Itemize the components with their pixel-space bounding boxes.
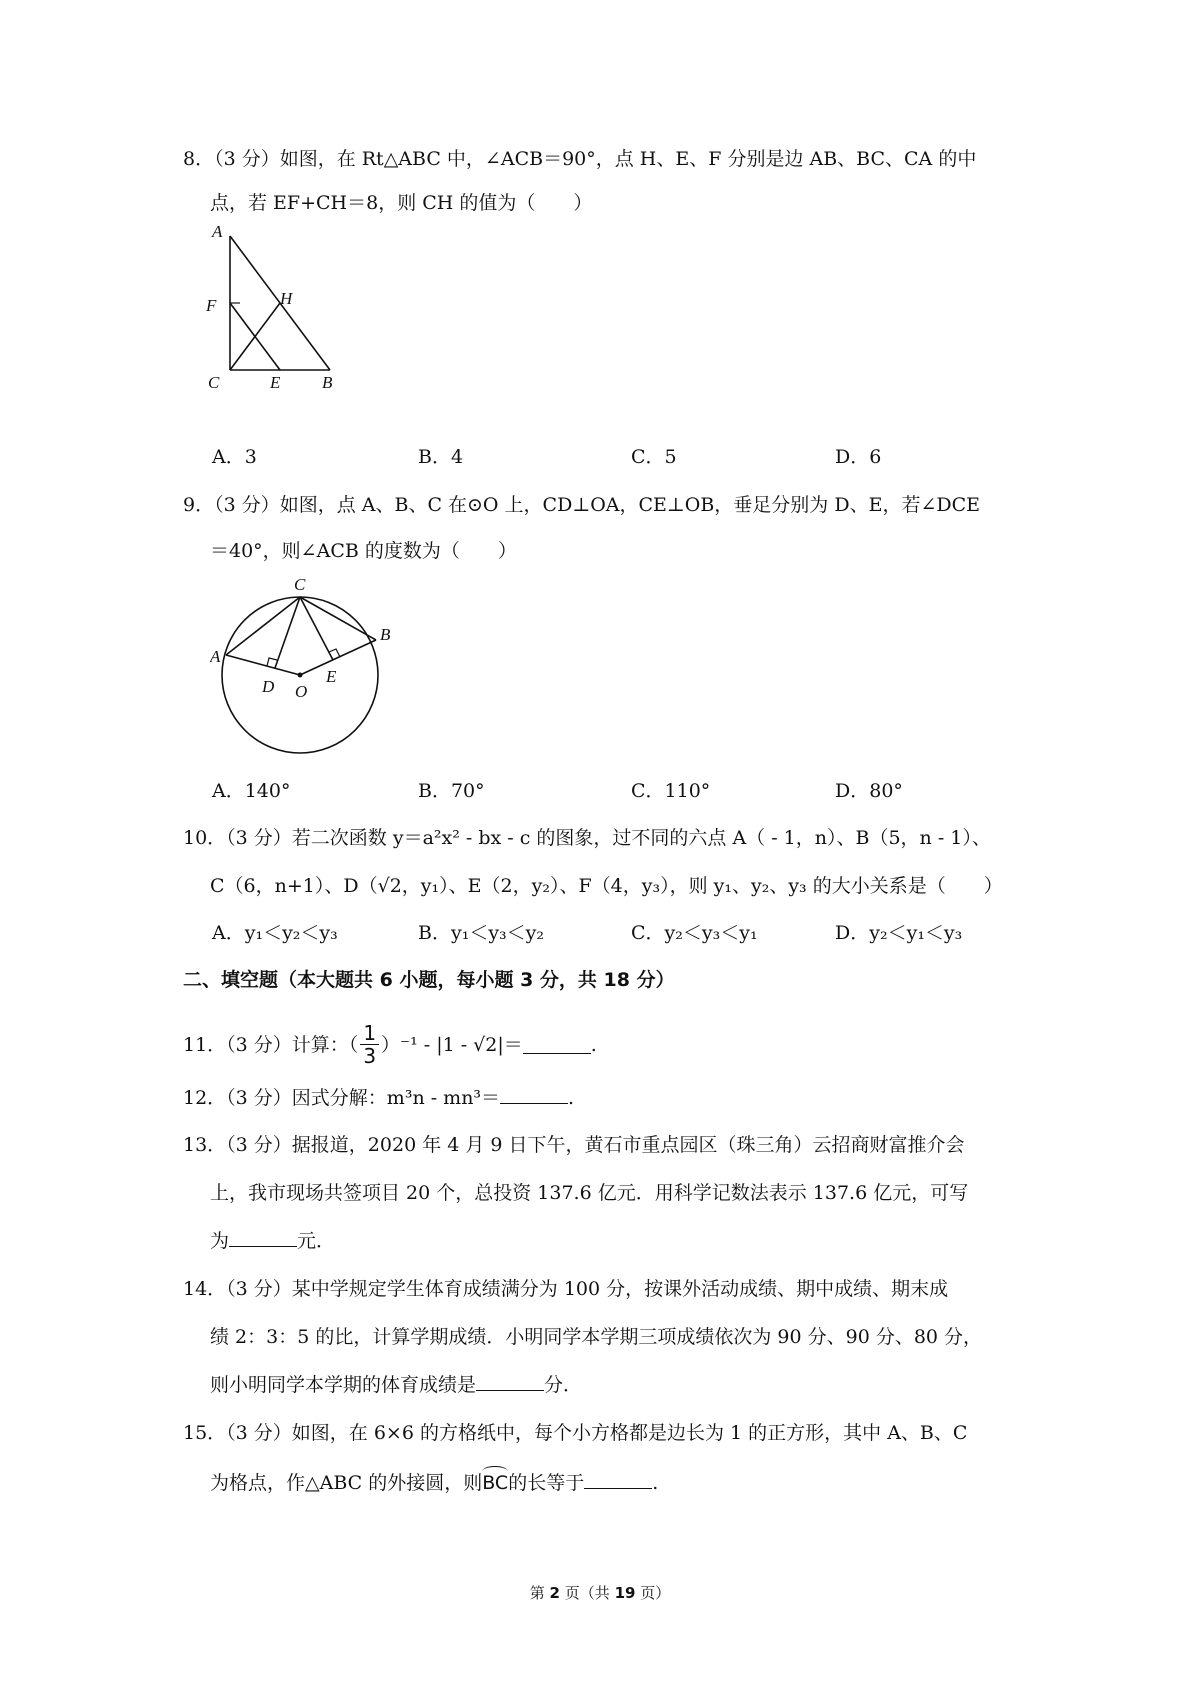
q12-end: .	[568, 1087, 575, 1109]
q9-line1: 9．（3 分）如图，点 A、B、C 在⊙O 上，CD⊥OA，CE⊥OB，垂足分别为 D、E，若∠DCE	[183, 494, 981, 516]
q9-label-o: O	[295, 682, 308, 701]
q10-option-a: A．y₁＜y₂＜y₃	[212, 922, 338, 944]
q15-arc-mark	[482, 1466, 508, 1477]
q10-option-d: D．y₂＜y₁＜y₃	[835, 922, 963, 944]
q12-blank	[500, 1085, 568, 1104]
q11-blank	[523, 1035, 591, 1054]
q13-line3	[210, 1228, 335, 1254]
footer-total-pages: 19	[614, 1584, 636, 1602]
page-footer	[0, 1582, 1200, 1603]
q13-line3-suffix: 元．	[297, 1230, 336, 1252]
q8-label-f: F	[206, 296, 217, 315]
q8-label-a: A	[212, 222, 223, 241]
q13-line1: 13．（3 分）据报道，2020 年 4 月 9 日下午，黄石市重点园区（珠三角）云招商财富推介会	[183, 1134, 965, 1156]
q13-blank	[229, 1228, 297, 1247]
q11-end: .	[590, 1033, 597, 1056]
q8-label-b: B	[322, 373, 333, 392]
q8-line1: 8．（3 分）如图，在 Rt△ABC 中，∠ACB＝90°，点 H、E、F 分别是边 AB、BC、CA 的中	[183, 148, 977, 170]
q14-blank	[476, 1372, 544, 1391]
footer-mid: 页（共	[564, 1584, 610, 1602]
q11-frac-den: 3	[363, 1044, 377, 1068]
q9-line2: ＝40°，则∠ACB 的度数为（ ）	[210, 540, 517, 562]
q10-line2: C（6，n+1）、D（√2，y₁）、E（2，y₂）、F（4，y₃），则 y₁、y₂、y₃ 的大小关系是（ ）	[210, 875, 1003, 897]
q15-line2-end: .	[652, 1472, 659, 1494]
q8-label-h: H	[280, 289, 293, 308]
q12	[183, 1085, 574, 1111]
q10-option-b: B．y₁＜y₃＜y₂	[418, 922, 545, 944]
q9-figure	[210, 570, 410, 770]
q11-frac-num: 1	[360, 1022, 379, 1045]
q8-option-b: B．4	[418, 446, 464, 468]
q9-label-a: A	[210, 647, 221, 666]
q14-line3-suffix: 分．	[544, 1374, 583, 1396]
q12-prefix: 12．（3 分）因式分解：m³n - mn³＝	[183, 1087, 501, 1109]
q11	[183, 1022, 597, 1067]
q15-line2-prefix: 为格点，作△ABC 的外接圆，则	[210, 1472, 483, 1494]
q9-label-e: E	[326, 667, 337, 686]
q15-arc-bc	[482, 1470, 508, 1496]
q8-label-e: E	[270, 373, 281, 392]
q10-line1: 10．（3 分）若二次函数 y＝a²x² - bx - c 的图象，过不同的六点 A（ - 1，n）、B（5，n - 1）、	[183, 827, 991, 849]
q8-option-d: D．6	[835, 446, 882, 468]
q9-label-d: D	[262, 677, 275, 696]
q15-line2	[210, 1470, 658, 1496]
section-2-heading: 二、填空题（本大题共 6 小题，每小题 3 分，共 18 分）	[183, 969, 675, 991]
q15-line2-mid: 的长等于	[508, 1472, 585, 1494]
footer-pre: 第	[529, 1584, 545, 1602]
q13-line3-prefix: 为	[210, 1230, 230, 1252]
q8-option-c: C．5	[631, 446, 677, 468]
q11-fraction	[360, 1022, 379, 1067]
q9-option-b: B．70°	[418, 780, 485, 802]
q8-label-c: C	[208, 373, 220, 392]
q9-label-c: C	[294, 575, 306, 594]
q9-option-d: D．80°	[835, 780, 903, 802]
q9-label-b: B	[380, 625, 391, 644]
q8-option-a: A．3	[212, 446, 257, 468]
q14-line3	[210, 1372, 582, 1398]
q13-line2: 上，我市现场共签项目 20 个，总投资 137.6 亿元．用科学记数法表示 137.6 亿元，可写	[210, 1182, 969, 1204]
q14-line2: 绩 2：3：5 的比，计算学期成绩．小明同学本学期三项成绩依次为 90 分、90 分、80 分，	[210, 1326, 983, 1348]
q8-figure	[190, 220, 370, 430]
q9-option-a: A．140°	[212, 780, 291, 802]
q14-line3-prefix: 则小明同学本学期的体育成绩是	[210, 1374, 477, 1396]
q8-line2: 点，若 EF+CH＝8，则 CH 的值为（ ）	[210, 192, 593, 214]
q15-line1: 15．（3 分）如图，在 6×6 的方格纸中，每个小方格都是边长为 1 的正方形，其中 A、B、C	[183, 1422, 968, 1444]
q11-prefix: 11．（3 分）计算：（	[183, 1033, 359, 1056]
q10-option-c: C．y₂＜y₃＜y₁	[631, 922, 758, 944]
q11-suffix: ）⁻¹ - |1 - √2|＝	[381, 1033, 523, 1056]
footer-post: 页）	[640, 1584, 671, 1602]
footer-page-number: 2	[549, 1584, 560, 1602]
q14-line1: 14．（3 分）某中学规定学生体育成绩满分为 100 分，按课外活动成绩、期中成绩、期末成	[183, 1278, 949, 1300]
q9-option-c: C．110°	[631, 780, 711, 802]
q15-arc-label: BC	[482, 1472, 509, 1494]
q15-blank	[584, 1470, 652, 1489]
